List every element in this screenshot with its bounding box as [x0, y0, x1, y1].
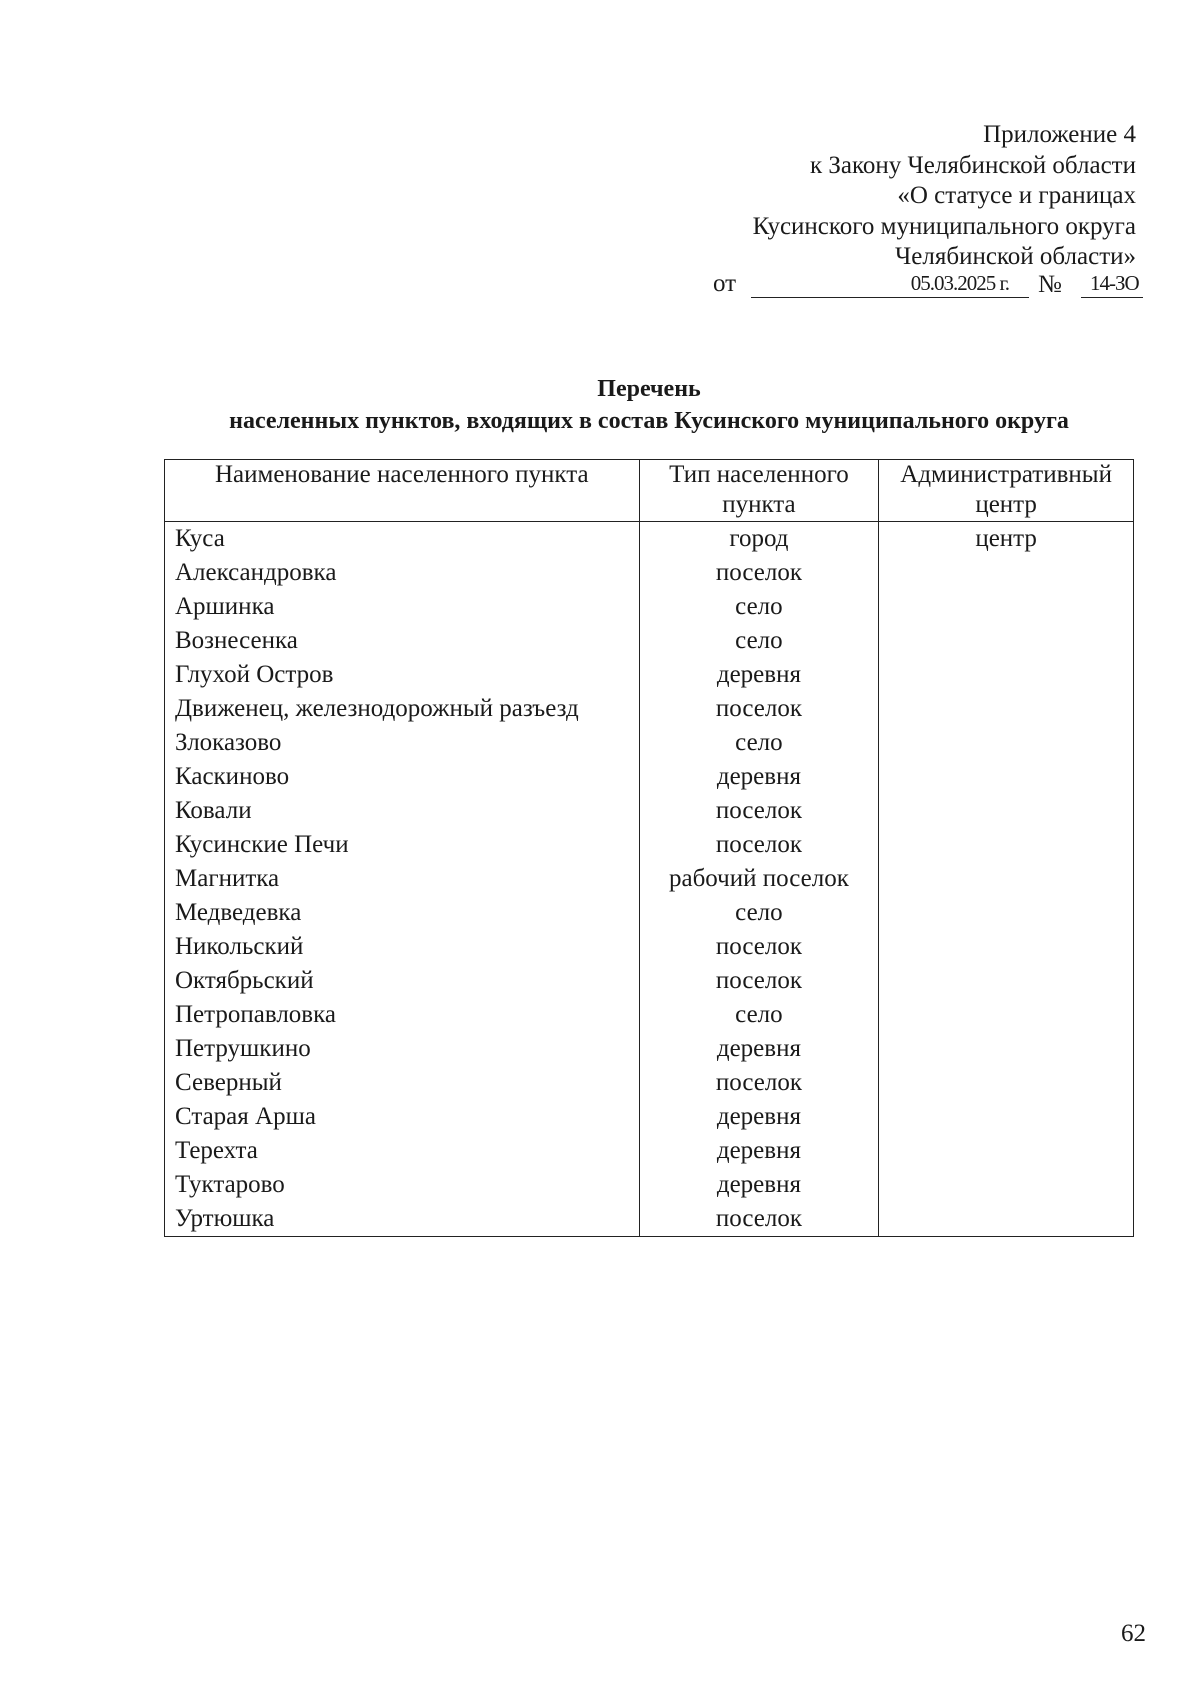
settlement-type-cell: поселок	[639, 794, 879, 828]
admin-center-cell	[879, 760, 1134, 794]
settlement-type-cell: деревня	[639, 1134, 879, 1168]
settlement-name-cell: Глухой Остров	[165, 658, 640, 692]
settlement-name-cell: Туктарово	[165, 1168, 640, 1202]
settlement-name-cell: Движенец, железнодорожный разъезд	[165, 692, 640, 726]
table-row	[165, 1066, 1134, 1100]
admin-center-cell	[879, 624, 1134, 658]
settlement-type-cell: деревня	[639, 1168, 879, 1202]
settlement-name-cell: Терехта	[165, 1134, 640, 1168]
admin-center-cell	[879, 658, 1134, 692]
page-number: 62	[1121, 1620, 1146, 1647]
table-row	[165, 658, 1134, 692]
settlement-type-cell: поселок	[639, 828, 879, 862]
settlement-name-cell: Медведевка	[165, 896, 640, 930]
settlement-name-cell: Магнитка	[165, 862, 640, 896]
admin-center-cell	[879, 1134, 1134, 1168]
settlement-name-cell: Кусинские Печи	[165, 828, 640, 862]
settlements-table	[164, 459, 1134, 1237]
date-value: 05.03.2025 г.	[910, 271, 1009, 295]
settlement-type-cell: деревня	[639, 1032, 879, 1066]
table-row	[165, 760, 1134, 794]
date-prefix: от	[713, 270, 737, 297]
settlement-type-cell: поселок	[639, 930, 879, 964]
law-title-line-3: Челябинской области»	[895, 243, 1136, 270]
settlement-name-cell: Северный	[165, 1066, 640, 1100]
admin-center-cell	[879, 1168, 1134, 1202]
table-row	[165, 998, 1134, 1032]
table-row	[165, 692, 1134, 726]
law-reference-line: к Закону Челябинской области	[810, 151, 1136, 179]
admin-center-cell	[879, 828, 1134, 862]
number-value: 14-ЗО	[1090, 271, 1139, 295]
table-row	[165, 1202, 1134, 1237]
table-row	[165, 896, 1134, 930]
table-row	[165, 624, 1134, 658]
admin-center-cell	[879, 964, 1134, 998]
settlement-type-cell: село	[639, 896, 879, 930]
settlement-type-cell: деревня	[639, 1100, 879, 1134]
settlement-name-cell: Уртюшка	[165, 1202, 640, 1237]
table-row	[165, 522, 1134, 557]
table-row	[165, 930, 1134, 964]
table-row	[165, 590, 1134, 624]
settlement-name-cell: Никольский	[165, 930, 640, 964]
admin-center-cell	[879, 1100, 1134, 1134]
settlement-type-cell: город	[639, 522, 879, 557]
settlement-name-cell: Петропавловка	[165, 998, 640, 1032]
header-settlement-type: Тип населенного пункта	[639, 460, 879, 522]
law-title-line-2: Кусинского муниципального округа	[752, 212, 1136, 240]
settlement-name-cell: Петрушкино	[165, 1032, 640, 1066]
law-title-line-1: «О статусе и границах	[897, 182, 1136, 209]
admin-center-cell	[879, 862, 1134, 896]
table-row	[165, 828, 1134, 862]
table-row	[165, 1032, 1134, 1066]
settlement-type-cell: село	[639, 998, 879, 1032]
table-row	[165, 1168, 1134, 1202]
settlement-name-cell: Александровка	[165, 556, 640, 590]
table-row	[165, 1134, 1134, 1168]
header-settlement-name: Наименование населенного пункта	[165, 460, 640, 522]
admin-center-cell	[879, 930, 1134, 964]
admin-center-cell	[879, 998, 1134, 1032]
settlement-name-cell: Октябрьский	[165, 964, 640, 998]
settlement-name-cell: Каскиново	[165, 760, 640, 794]
settlement-name-cell: Старая Арша	[165, 1100, 640, 1134]
settlement-type-cell: село	[639, 590, 879, 624]
settlement-name-cell: Злоказово	[165, 726, 640, 760]
table-header-row	[165, 460, 1134, 522]
settlement-type-cell: поселок	[639, 1202, 879, 1237]
settlement-type-cell: село	[639, 726, 879, 760]
document-subtitle: населенных пунктов, входящих в состав Кусинского муниципального округа	[229, 408, 1069, 434]
admin-center-cell: центр	[879, 522, 1134, 557]
law-date-number-line	[713, 268, 1143, 300]
admin-center-cell	[879, 556, 1134, 590]
settlement-name-cell: Ковали	[165, 794, 640, 828]
settlement-type-cell: поселок	[639, 692, 879, 726]
settlement-name-cell: Вознесенка	[165, 624, 640, 658]
table-row	[165, 862, 1134, 896]
table-row	[165, 556, 1134, 590]
table-row	[165, 1100, 1134, 1134]
admin-center-cell	[879, 1032, 1134, 1066]
date-field	[751, 268, 1029, 298]
appendix-label: Приложение 4	[983, 121, 1136, 148]
settlement-name-cell: Куса	[165, 522, 640, 557]
header-admin-center: Административный центр	[879, 460, 1134, 522]
table-row	[165, 794, 1134, 828]
settlement-name-cell: Аршинка	[165, 590, 640, 624]
admin-center-cell	[879, 794, 1134, 828]
admin-center-cell	[879, 1202, 1134, 1237]
table-row	[165, 964, 1134, 998]
table-row	[165, 726, 1134, 760]
settlement-type-cell: рабочий поселок	[639, 862, 879, 896]
admin-center-cell	[879, 590, 1134, 624]
table-body	[165, 522, 1134, 1237]
settlement-type-cell: село	[639, 624, 879, 658]
document-title: Перечень	[597, 376, 701, 402]
number-field	[1081, 268, 1143, 298]
admin-center-cell	[879, 896, 1134, 930]
settlement-type-cell: деревня	[639, 760, 879, 794]
admin-center-cell	[879, 1066, 1134, 1100]
settlement-type-cell: деревня	[639, 658, 879, 692]
appendix-header	[753, 120, 1136, 273]
admin-center-cell	[879, 692, 1134, 726]
admin-center-cell	[879, 726, 1134, 760]
number-sign: №	[1038, 271, 1062, 298]
settlement-type-cell: поселок	[639, 556, 879, 590]
settlement-type-cell: поселок	[639, 964, 879, 998]
settlement-type-cell: поселок	[639, 1066, 879, 1100]
